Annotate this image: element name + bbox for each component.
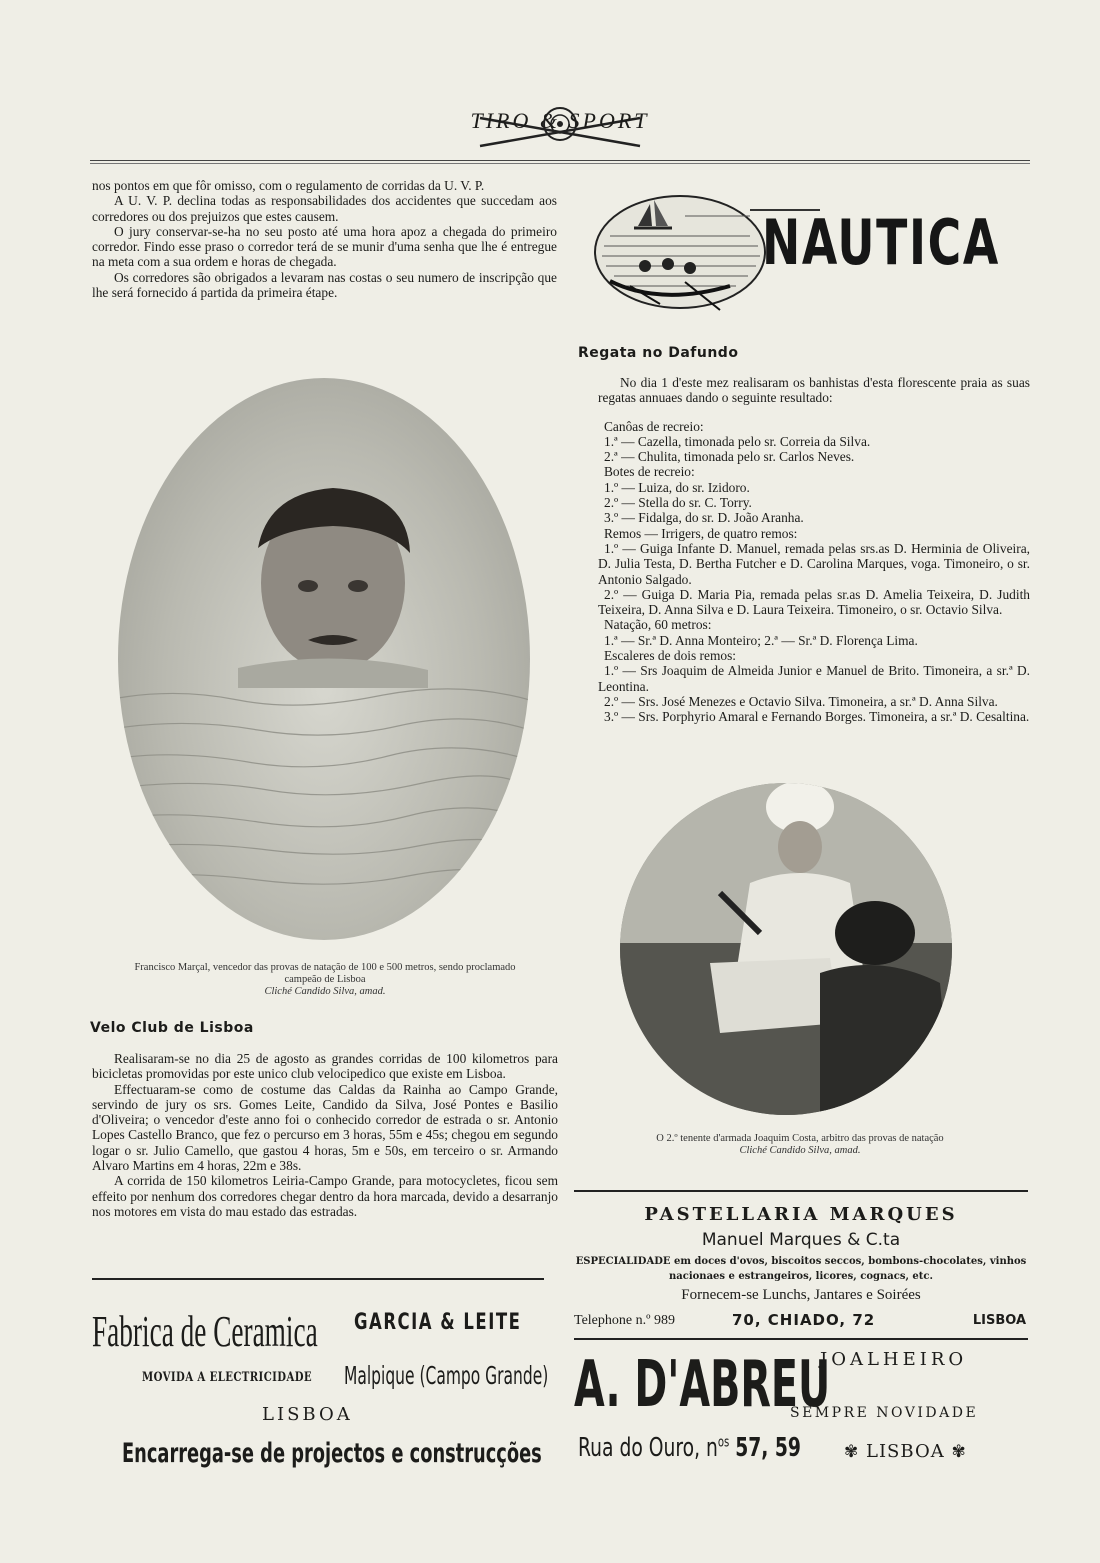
masthead-title: TIRO & SPORT bbox=[470, 108, 650, 133]
result-line: Natação, 60 metros: bbox=[604, 617, 712, 633]
velo-heading: Velo Club de Lisboa bbox=[90, 1020, 254, 1036]
result-line: Botes de recreio: bbox=[604, 464, 695, 480]
ceramica-title: Fabrica de Ceramica bbox=[92, 1307, 318, 1356]
photo-credit: Cliché Candido Silva, amad. bbox=[264, 986, 386, 997]
dabreu-street bbox=[578, 1433, 801, 1463]
dabreu-trade: JOALHEIRO bbox=[820, 1349, 968, 1370]
pastellaria-service: Fornecem-se Lunchs, Jantares e Soirées bbox=[681, 1287, 921, 1303]
paragraph: Effectuaram-se como de costume das Caldas da Rainha ao Campo Grande, servindo de jury os srs. Gomes Leite, Candido da Silva, José Pontes e Basilio d'Oliveira; o vencedor d'este anno foi o conhecido corredor de estrada o sr. Antonio Lopes Castello Branco, que fez o percurso em 3 horas, 55m e 45s; chegou em segundo logar o sr. Julio Camello, que gastou 4 horas, 5m e 50s, em terceiro o sr. Armando Alvaro Martins em 4 horas, 22m e 38s. bbox=[92, 1081, 558, 1174]
caption-text: O 2.º tenente d'armada Joaquim Costa, arbitro das provas de natação bbox=[656, 1133, 944, 1144]
result-line: 1.ª — Sr.ª D. Anna Monteiro; 2.ª — Sr.ª D. Florença Lima. bbox=[604, 632, 918, 648]
pastellaria-city: LISBOA bbox=[972, 1313, 1026, 1328]
ceramica-service: Encarrega-se de projectos e construcções bbox=[122, 1438, 542, 1469]
left-column-continuation bbox=[92, 178, 557, 300]
pastellaria-specialty: ESPECIALIDADE em doces d'ovos, biscoitos seccos, bombons-chocolates, vinhos nacionaes e estrangeiros, licores, cognacs, etc. bbox=[575, 1256, 1027, 1282]
ceramica-advert bbox=[92, 1278, 549, 1498]
ceramica-firm: GARCIA & LEITE bbox=[354, 1310, 522, 1335]
photo-credit: Cliché Candido Silva, amad. bbox=[739, 1145, 861, 1156]
swimmer-photo bbox=[118, 378, 530, 940]
result-line: 3.º — Fidalga, do sr. D. João Aranha. bbox=[604, 510, 804, 526]
dabreu-slogan: SEMPRE NOVIDADE bbox=[790, 1405, 979, 1421]
flower-ornament-icon: ✾ bbox=[844, 1442, 860, 1462]
pastellaria-phone: Telephone n.º 989 bbox=[574, 1313, 675, 1328]
dabreu-city: LISBOA bbox=[865, 1441, 945, 1462]
result-line: Escaleres de dois remos: bbox=[604, 648, 737, 664]
result-line: 1.º — Srs Joaquim de Almeida Junior e Manuel de Brito. Timoneira, a sr.ª D. Leontina. bbox=[598, 663, 1030, 694]
result-line: 1.ª — Cazella, timonada pelo sr. Correia da Silva. bbox=[604, 433, 871, 449]
swimmer-head-icon bbox=[118, 378, 530, 940]
result-line: 3.º — Srs. Porphyrio Amaral e Fernando Borges. Timoneira, a sr.ª D. Cesaltina. bbox=[604, 709, 1030, 725]
dabreu-name: A. D'ABREU bbox=[574, 1348, 831, 1422]
ceramica-power: MOVIDA A ELECTRICIDADE bbox=[142, 1370, 313, 1385]
pastellaria-firm: Manuel Marques & C.ta bbox=[701, 1230, 901, 1250]
header-rule bbox=[90, 160, 1030, 161]
result-line: 1.º — Luiza, do sr. Izidoro. bbox=[604, 479, 750, 495]
paragraph: A corrida de 150 kilometros Leiria-Campo Grande, para motocycletes, ficou sem effeito por nenhum dos corredores chegar dentro da hora marcada, devido a desarranjo nos motores em vista do mau estado das estradas. bbox=[92, 1173, 558, 1219]
result-line: 2.º — Srs. José Menezes e Octavio Silva. Timoneira, a sr.ª D. Anna Silva. bbox=[604, 693, 998, 709]
result-line: 1.º — Guiga Infante D. Manuel, remada pelas srs.as D. Herminia de Oliveira, D. Julia Testa, D. Bertha Futcher e D. Carolina Marques, voga. Timoneiro, o sr. Antonio Salgado. bbox=[598, 540, 1030, 587]
pastellaria-title: PASTELLARIA MARQUES bbox=[644, 1204, 958, 1225]
masthead-logo bbox=[470, 98, 650, 154]
dabreu-advert bbox=[574, 1345, 1028, 1485]
regata-heading: Regata no Dafundo bbox=[578, 345, 739, 361]
officer-photo-caption bbox=[600, 1133, 1000, 1157]
flower-ornament-icon: ✾ bbox=[951, 1442, 967, 1462]
result-line: 2.º — Guiga D. Maria Pia, remada pelas sr.as D. Amelia Teixeira, D. Judith Teixeira, D. Anna Silva e D. Laura Teixeira. Timoneiro, o sr. Octavio Silva. bbox=[598, 586, 1030, 618]
ad-rule bbox=[574, 1190, 1028, 1192]
dabreu-street-name: Rua do Ouro, n bbox=[578, 1433, 718, 1463]
ceramica-city: LISBOA bbox=[262, 1404, 353, 1425]
velo-article bbox=[92, 1051, 558, 1219]
officer-figure-icon bbox=[620, 783, 952, 1115]
ad-rule bbox=[574, 1338, 1028, 1340]
result-line: Remos — Irrigers, de quatro remos: bbox=[604, 525, 798, 541]
result-line: 2.ª — Chulita, timonada pelo sr. Carlos Neves. bbox=[604, 449, 855, 465]
paragraph: nos pontos em que fôr omisso, com o regulamento de corridas da U. V. P. bbox=[92, 178, 485, 193]
caption-text: Francisco Marçal, vencedor das provas de natação de 100 e 500 metros, sendo proclamado campeão de Lisboa bbox=[134, 962, 516, 985]
pastellaria-address: 70, CHIADO, 72 bbox=[732, 1311, 876, 1329]
nautica-header-illustration bbox=[590, 186, 1020, 326]
nautica-title: NAUTICA bbox=[762, 206, 1000, 279]
dabreu-city-line bbox=[844, 1441, 967, 1462]
officer-photo bbox=[620, 783, 952, 1115]
paragraph: Realisaram-se no dia 25 de agosto as grandes corridas de 100 kilometros para bicicletas promovidas por este unico club velocipedico que existe em Lisboa. bbox=[92, 1051, 558, 1082]
ceramica-place: Malpique (Campo Grande) bbox=[344, 1361, 549, 1390]
paragraph: A U. V. P. declina todas as responsabilidades dos accidentes que succedam aos corredores ou dos prejuizos que estes causem. bbox=[92, 193, 557, 224]
result-line: 2.º — Stella do sr. C. Torry. bbox=[604, 495, 752, 511]
regata-intro: No dia 1 d'este mez realisaram os banhistas d'esta florescente praia as suas regatas annuaes dando o seguinte resultado: bbox=[598, 375, 1030, 406]
swimmer-photo-caption bbox=[120, 962, 530, 998]
dabreu-street-sup: os bbox=[717, 1434, 730, 1451]
pastellaria-advert bbox=[574, 1196, 1028, 1334]
paragraph: O jury conservar-se-ha no seu posto até uma hora apoz a chegada do primeiro corredor. Findo esse praso o corredor terá de se munir d'uma senha que lhe é entregue na meta com a sua ordem e horas de chegada. bbox=[92, 223, 557, 270]
dabreu-numbers: 57, 59 bbox=[735, 1433, 801, 1463]
regata-results bbox=[598, 375, 1030, 725]
header-rule-thin bbox=[90, 163, 1030, 164]
paragraph: Os corredores são obrigados a levaram nas costas o seu numero de inscripção que lhe será fornecido á partida da primeira étape. bbox=[92, 269, 557, 301]
result-line: Canôas de recreio: bbox=[604, 418, 704, 434]
